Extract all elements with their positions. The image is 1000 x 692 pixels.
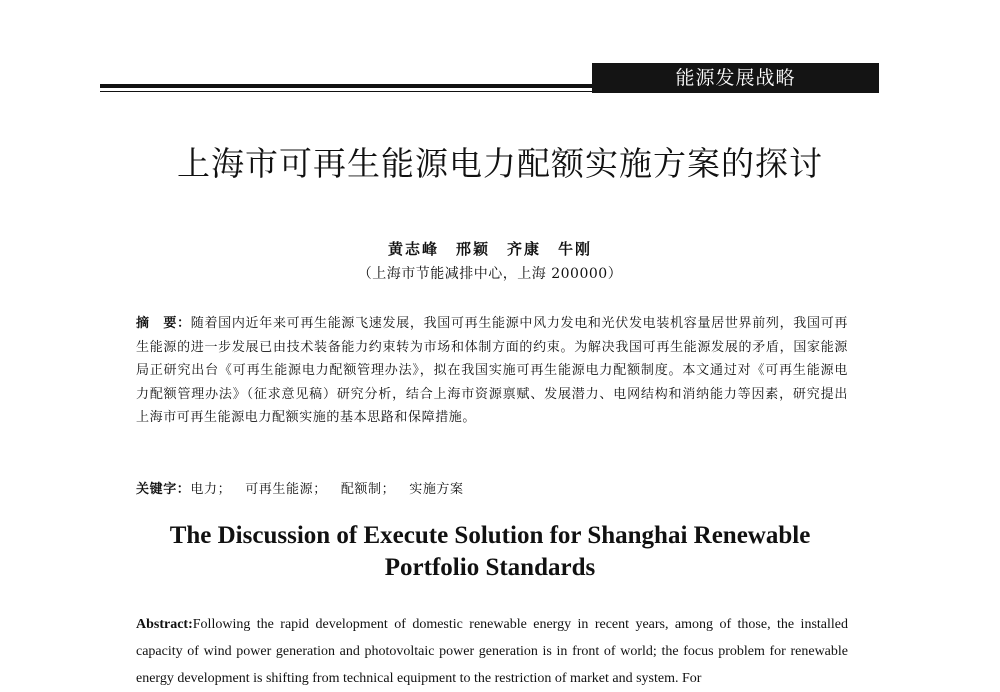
paper-title-cn: 上海市可再生能源电力配额实施方案的探讨	[177, 144, 823, 183]
abstract-en-text: Following the rapid development of domestic renewable energy in recent years, among of those, the installed capacity of wind power generation and photovoltaic power generation is in front of world; the focus problem for renewable energy development is shifting from technical equipment to the restriction of market and system. For	[136, 617, 848, 686]
paper-title-en	[0, 520, 980, 584]
abstract-en-label: Abstract:	[136, 617, 193, 632]
abstract-en	[136, 611, 848, 692]
abstract-cn	[136, 312, 848, 430]
keyword-item: 实施方案	[409, 482, 464, 497]
keywords	[136, 478, 848, 497]
paper-title-en-line1: The Discussion of Execute Solution for Shanghai Renewable	[169, 522, 811, 549]
keyword-item: 电力；	[190, 482, 232, 497]
paper-title-en-line2: Portfolio Standards	[384, 554, 596, 581]
section-banner: 能源发展战略	[592, 63, 879, 93]
header-rule-thick	[100, 84, 600, 88]
keyword-item: 可再生能源；	[245, 482, 327, 497]
abstract-cn-label: 摘 要：	[136, 316, 191, 331]
abstract-cn-text: 随着国内近年来可再生能源飞速发展，我国可再生能源中风力发电和光伏发电装机容量居世界前列，我国可再生能源的进一步发展已由技术装备能力约束转为市场和体制方面的约束。为解决我国可再生能源发展的矛盾，国家能源局正研究出台《可再生能源电力配额管理办法》，拟在我国实施可再生能源电力配额制度。本文通过对《可再生能源电力配额管理办法》（征求意见稿）研究分析，结合上海市资源禀赋、发展潜力、电网结构和消纳能力等因素，研究提出上海市可再生能源电力配额实施的基本思路和保障措施。	[136, 316, 848, 426]
affiliation: （上海市节能减排中心，上海 200000）	[357, 266, 623, 282]
authors: 黄志峰 邢颖 齐康 牛刚	[387, 240, 592, 258]
keyword-item: 配额制；	[340, 482, 396, 497]
keywords-label: 关键字：	[136, 482, 191, 497]
header-rule-thin	[100, 91, 600, 92]
